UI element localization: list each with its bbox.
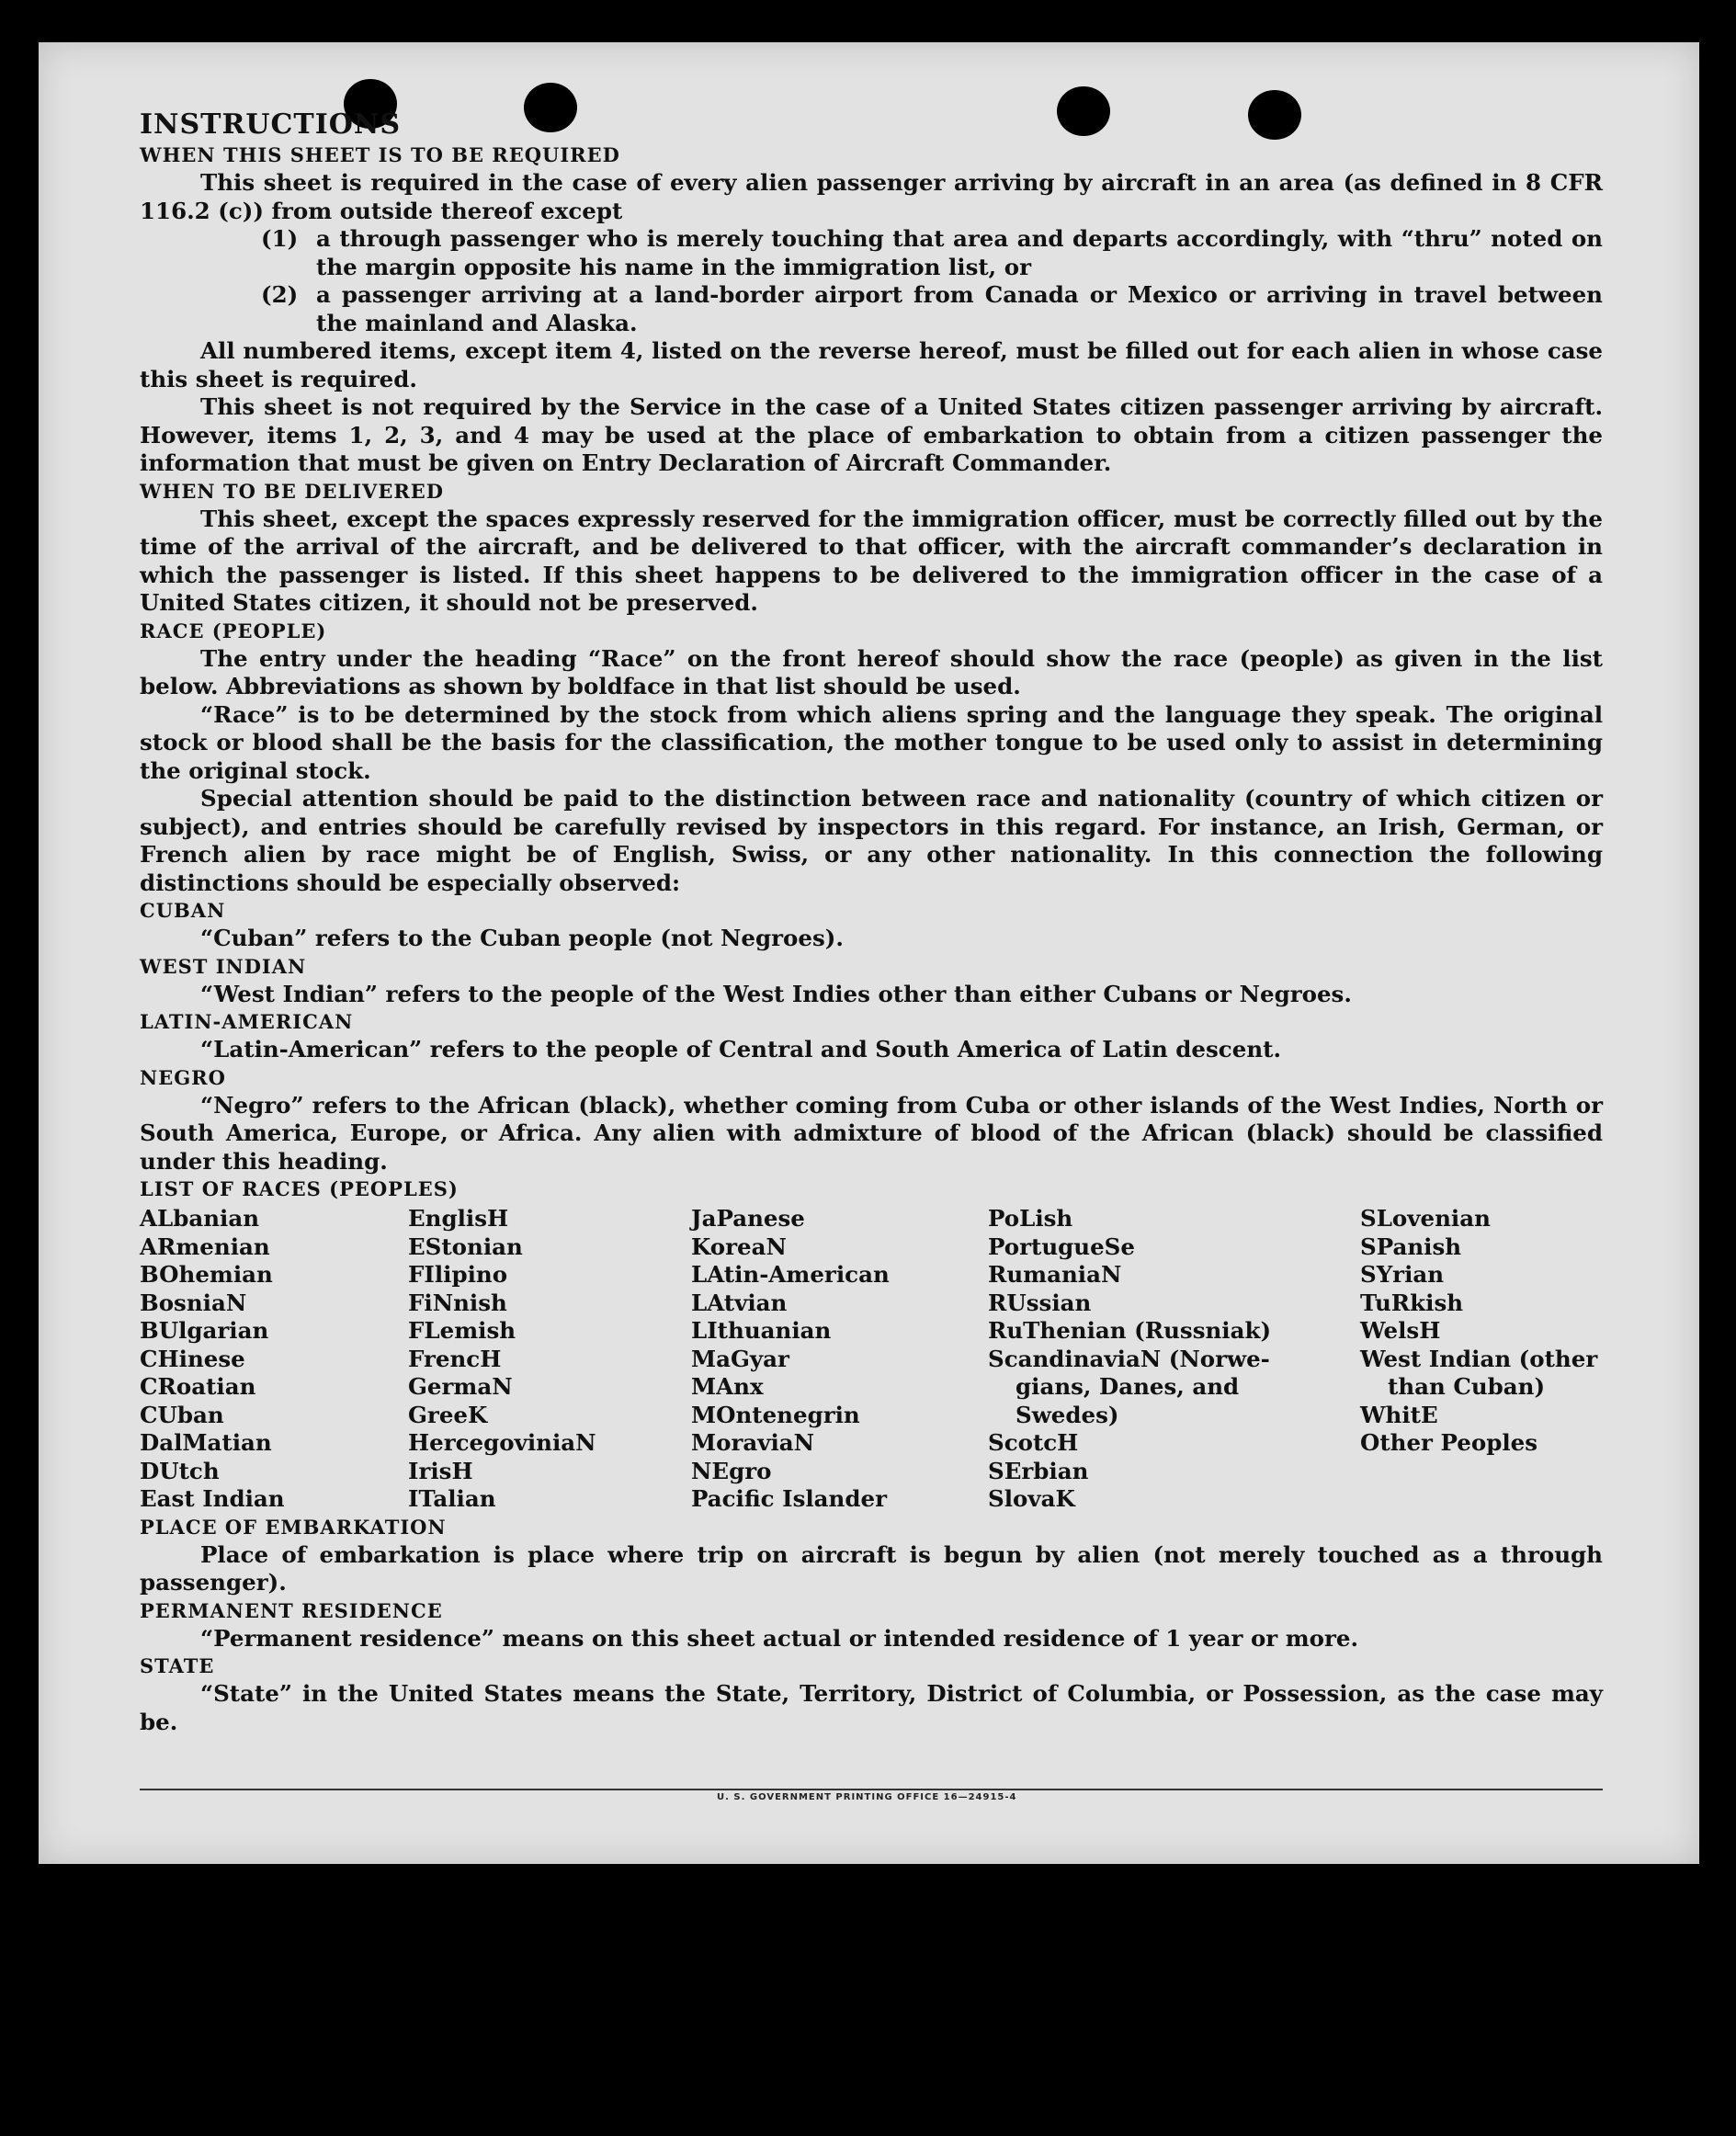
paragraph: “Race” is to be determined by the stock from which aliens spring and the language they speak. The original stock or blood shall be the basis for the classification, the mother tongue to be used only to assist in determining the original stock.	[140, 700, 1603, 784]
race-entry: EStonian	[408, 1233, 523, 1260]
paragraph: This sheet is required in the case of every alien passenger arriving by aircraft in an area (as defined in 8 CFR 116.2 (c)) from outside thereof except	[140, 169, 1603, 224]
footer-rule	[140, 1789, 1603, 1790]
races-column	[691, 1205, 988, 1514]
race-entry: ITalian	[408, 1485, 496, 1512]
race-entry: IrisH	[408, 1457, 473, 1484]
race-entry: SlovaK	[988, 1485, 1075, 1512]
paragraph: “Permanent residence” means on this sheet actual or intended residence of 1 year or more.	[200, 1624, 1359, 1652]
race-entry: GermaN	[408, 1373, 513, 1400]
race-entry: FLemish	[408, 1317, 516, 1344]
heading-west-indian: WEST INDIAN	[140, 954, 307, 978]
exception-item: (1) a through passenger who is merely touching that area and departs accordingly, with “thru” noted on the margin opposite his name in the immigration list, or	[261, 225, 1603, 280]
race-entry: FIlipino	[408, 1261, 508, 1288]
paragraph: All numbered items, except item 4, listed on the reverse hereof, must be filled out for each alien in whose case this sheet is required.	[140, 337, 1603, 392]
race-entry: RUssian	[988, 1289, 1092, 1316]
race-entry: BosniaN	[140, 1289, 247, 1316]
race-entry: ARmenian	[140, 1233, 270, 1260]
page-title: INSTRUCTIONS	[140, 108, 401, 141]
race-entry: BUlgarian	[140, 1317, 269, 1344]
race-entry: EnglisH	[408, 1205, 509, 1232]
race-entry: KoreaN	[691, 1233, 787, 1260]
heading-when-delivered: WHEN TO BE DELIVERED	[140, 479, 445, 503]
races-column	[1360, 1205, 1603, 1514]
race-entry: CHinese	[140, 1345, 245, 1372]
race-entry: Swedes)	[1016, 1401, 1119, 1428]
paragraph: “West Indian” refers to the people of the West Indies other than either Cubans or Negroes.	[200, 980, 1352, 1007]
races-column	[140, 1205, 408, 1514]
race-entry: LAtin-American	[691, 1261, 890, 1288]
heading-list-of-races: LIST OF RACES (PEOPLES)	[140, 1177, 459, 1200]
race-entry: than Cuban)	[1388, 1373, 1546, 1400]
heading-negro: NEGRO	[140, 1065, 226, 1089]
races-table	[140, 1205, 1603, 1514]
paragraph: This sheet, except the spaces expressly reserved for the immigration officer, must be correctly filled out by the time of the arrival of the aircraft, and be delivered to that officer, with the aircraft commander’s declaration in which the passenger is listed. If this sheet happens to be delivered to the immigration officer in the case of a United States citizen, it should not be preserved.	[140, 505, 1603, 616]
paragraph: Special attention should be paid to the distinction between race and nationality (country of which citizen or subject), and entries should be carefully revised by inspectors in this regard. For instance, an Irish, German, or French alien by race might be of English, Swiss, or any other nationality. In this connection the following distinctions should be especially observed:	[140, 785, 1603, 896]
race-entry: MoraviaN	[691, 1429, 815, 1456]
race-entry: East Indian	[140, 1485, 285, 1512]
paragraph: This sheet is not required by the Service in the case of a United States citizen passenger arriving by aircraft. However, items 1, 2, 3, and 4 may be used at the place of embarkation to obtain from a citizen passenger the information that must be given on Entry Declaration of Aircraft Commander.	[140, 393, 1603, 476]
race-entry: DUtch	[140, 1457, 220, 1484]
paragraph: “Negro” refers to the African (black), whether coming from Cuba or other islands of the West Indies, North or South America, Europe, or Africa. Any alien with admixture of blood of the African (black) should be classified under this heading.	[140, 1091, 1603, 1175]
race-entry: NEgro	[691, 1457, 772, 1484]
race-entry: FrencH	[408, 1345, 502, 1372]
exception-item: (2) a passenger arriving at a land-border airport from Canada or Mexico or arriving in travel between the mainland and Alaska.	[261, 281, 1603, 336]
race-entry: BOhemian	[140, 1261, 273, 1288]
race-entry: ScandinaviaN (Norwe-	[988, 1345, 1270, 1372]
race-entry: GreeK	[408, 1401, 488, 1428]
race-entry: ScotcH	[988, 1429, 1079, 1456]
race-entry: WhitE	[1360, 1401, 1438, 1428]
race-entry: MAnx	[691, 1373, 764, 1400]
race-entry: Other Peoples	[1360, 1429, 1538, 1456]
race-entry: gians, Danes, and	[1016, 1373, 1240, 1400]
paragraph: Place of embarkation is place where trip on aircraft is begun by alien (not merely touched as a through passenger).	[140, 1540, 1603, 1596]
race-entry: PoLish	[988, 1205, 1073, 1232]
race-entry: ALbanian	[140, 1205, 260, 1232]
race-entry: TuRkish	[1360, 1289, 1464, 1316]
heading-permanent-residence: PERMANENT RESIDENCE	[140, 1598, 443, 1622]
race-entry: Pacific Islander	[691, 1485, 887, 1512]
heading-when-required: WHEN THIS SHEET IS TO BE REQUIRED	[140, 143, 620, 166]
race-entry: RuThenian (Russniak)	[988, 1317, 1272, 1344]
race-entry: LAtvian	[691, 1289, 788, 1316]
race-entry: DalMatian	[140, 1429, 272, 1456]
race-entry: SYrian	[1360, 1261, 1445, 1288]
heading-latin-american: LATIN-AMERICAN	[140, 1010, 354, 1033]
heading-cuban: CUBAN	[140, 899, 226, 922]
race-entry: FiNnish	[408, 1289, 507, 1316]
heading-race: RACE (PEOPLE)	[140, 619, 327, 642]
printing-office-imprint: U. S. GOVERNMENT PRINTING OFFICE 16—24915-4	[717, 1792, 1017, 1802]
instructions-text	[140, 108, 1603, 1736]
heading-state: STATE	[140, 1654, 215, 1677]
paragraph: The entry under the heading “Race” on the front hereof should show the race (people) as given in the list below. Abbreviations as shown by boldface in that list should be used.	[140, 644, 1603, 699]
race-entry: MaGyar	[691, 1345, 789, 1372]
race-entry: West Indian (other	[1360, 1345, 1598, 1372]
race-entry: RumaniaN	[988, 1261, 1122, 1288]
race-entry: CUban	[140, 1401, 224, 1428]
paragraph: “Cuban” refers to the Cuban people (not Negroes).	[200, 925, 844, 951]
race-entry: SLovenian	[1360, 1205, 1491, 1232]
heading-embarkation: PLACE OF EMBARKATION	[140, 1515, 447, 1539]
race-entry: SPanish	[1360, 1233, 1462, 1260]
races-column	[408, 1205, 691, 1514]
race-entry: PortugueSe	[988, 1233, 1135, 1260]
race-entry: JaPanese	[691, 1205, 805, 1232]
race-entry: CRoatian	[140, 1373, 256, 1400]
races-column	[988, 1205, 1360, 1514]
race-entry: HercegoviniaN	[408, 1429, 596, 1456]
race-entry: WelsH	[1360, 1317, 1441, 1344]
race-entry: MOntenegrin	[691, 1401, 860, 1428]
race-entry: SErbian	[988, 1457, 1089, 1484]
paragraph: “Latin-American” refers to the people of Central and South America of Latin descent.	[200, 1036, 1281, 1062]
race-entry: LIthuanian	[691, 1317, 832, 1344]
paragraph: “State” in the United States means the State, Territory, District of Columbia, or Possession, as the case may be.	[140, 1680, 1603, 1735]
